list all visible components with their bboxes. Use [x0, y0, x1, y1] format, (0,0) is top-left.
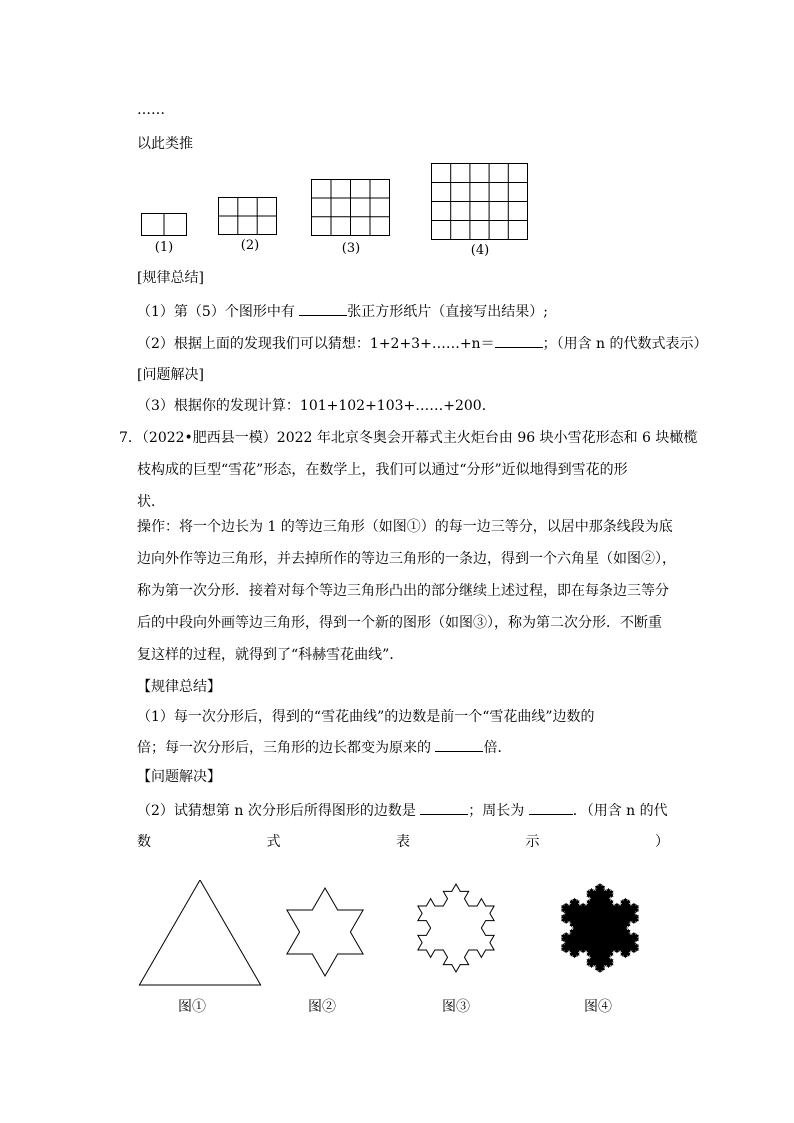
q7-solve-1-text-a: （2）试猜想第 n 次分形后所得图形的边数是 [137, 803, 421, 819]
koch-figure-4 [544, 862, 656, 988]
q6-part1-text-a: （1）第（5）个图形中有 [137, 304, 300, 320]
koch-figure-1 [135, 880, 265, 990]
koch-outline [562, 884, 638, 972]
grid-figure-3 [311, 179, 391, 237]
koch-outline [287, 888, 363, 976]
answer-blank [529, 800, 573, 815]
grid-figure-2 [218, 197, 278, 237]
q6-part2-text-a: （2）根据上面的发现我们可以猜想：1+2+3+……+n＝ [137, 336, 495, 352]
q7-operation-3: 称为第一次分形．接着对每个等边三角形凸出的部分继续上述过程，即在每条边三等分 [137, 583, 669, 599]
q7-solve-1-text-b: ；周长为 [468, 803, 529, 819]
grid-caption-2: (2) [240, 238, 260, 253]
grid-caption-1: (1) [154, 240, 174, 255]
q7-solve-2 [137, 832, 669, 852]
q6-rule-header: [规律总结] [137, 270, 204, 286]
koch-outline [418, 884, 494, 972]
q7-solve-header: 【问题解决】 [137, 769, 221, 785]
figure-caption-1: 图① [178, 999, 206, 1015]
q7-solve-2-char: 数 [137, 834, 151, 850]
q7-operation-5: 复这样的过程，就得到了“科赫雪花曲线”． [137, 647, 404, 663]
q7-operation-2: 边向外作等边三角形，并去掉所作的等边三角形的一条边，得到一个六角星（如图②）， [137, 551, 676, 567]
answer-blank [495, 333, 543, 348]
grid-figure-4 [431, 163, 529, 241]
q6-part2-text-b: ；（用含 n 的代数式表示） [542, 336, 708, 352]
q7-solve-1 [137, 800, 668, 821]
q6-part1-text-b: 张正方形纸片（直接写出结果）; [347, 304, 548, 320]
koch-figure-3 [400, 862, 512, 988]
q6-part2 [137, 333, 708, 354]
answer-blank [435, 737, 483, 752]
continue-text: 以此类推 [137, 136, 193, 152]
q7-solve-2-char: 表 [396, 834, 410, 850]
q7-solve-1-text-c: ．（用含 n 的代 [572, 803, 668, 819]
answer-blank [299, 301, 347, 316]
q6-solve-header: [问题解决] [137, 367, 204, 383]
q7-line-1: 7．（2022•肥西县一模）2022 年北京冬奥会开幕式主火炬台由 96 块小雪花形态和 6 块橄榄 [119, 430, 698, 446]
q7-rule-1: （1）每一次分形后，得到的“雪花曲线”的边数是前一个“雪花曲线”边数的 [137, 709, 595, 725]
q7-line-2: 枝构成的巨型“雪花”形态，在数学上，我们可以通过“分形”近似地得到雪花的形 [137, 462, 628, 478]
q7-operation-1: 操作：将一个边长为 1 的等边三角形（如图①）的每一边三等分，以居中那条线段为底 [137, 519, 673, 535]
figure-caption-3: 图③ [442, 999, 470, 1015]
ellipsis-text: …… [137, 102, 165, 118]
grid-caption-3: (3) [341, 241, 361, 256]
q7-solve-2-char: ） [655, 834, 669, 850]
koch-figure-2 [270, 870, 380, 990]
grid-figure-1 [141, 213, 189, 239]
q6-part3: （3）根据你的发现计算：101+102+103+……+200． [137, 398, 496, 414]
q7-solve-2-char: 示 [525, 834, 540, 850]
q7-rule-2 [137, 737, 511, 758]
q7-rule-header: 【规律总结】 [137, 679, 221, 695]
figure-caption-2: 图② [308, 999, 336, 1015]
q6-part1 [137, 301, 548, 322]
koch-outline [139, 880, 260, 985]
q7-line-3: 状． [137, 494, 165, 510]
answer-blank [420, 800, 468, 815]
q7-rule-2-text-a: 倍；每一次分形后，三角形的边长都变为原来的 [137, 740, 436, 756]
q7-solve-2-char: 式 [266, 834, 281, 850]
q7-rule-2-text-b: 倍． [483, 740, 512, 756]
grid-caption-4: (4) [470, 243, 490, 258]
q7-operation-4: 后的中段向外画等边三角形，得到一个新的图形（如图③），称为第二次分形．不断重 [137, 615, 662, 631]
figure-caption-4: 图④ [584, 999, 612, 1015]
